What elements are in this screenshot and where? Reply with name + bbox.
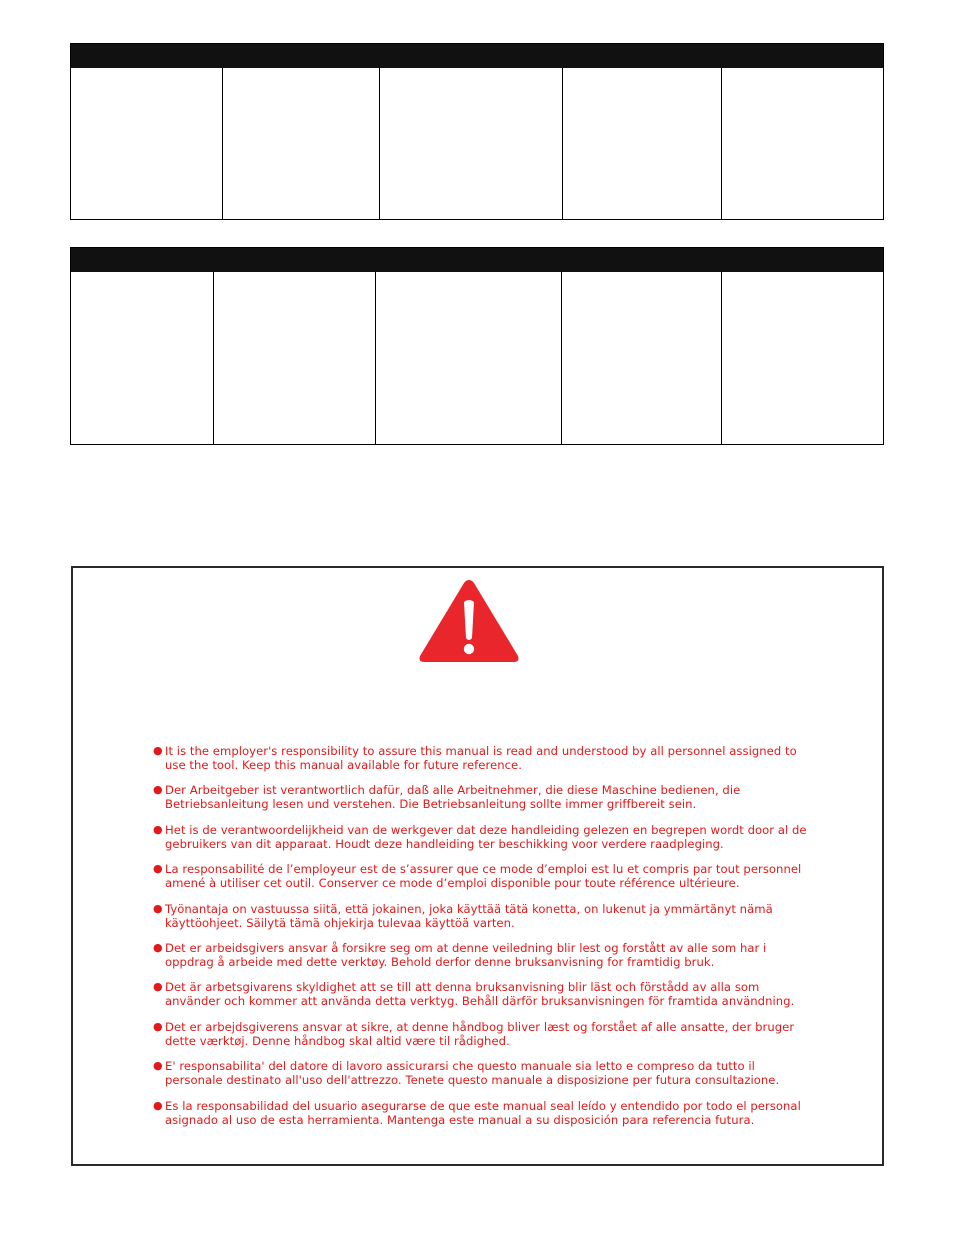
column-divider — [561, 272, 562, 444]
table-body — [71, 272, 883, 444]
warning-message-it: ● E' responsabilita' del datore di lavoro assicurarsi che questo manuale sia letto e compreso da tutto il personale destinato all'uso dell'attrezzo. Tenete questo manuale a disposizione per futura consultazione. — [153, 1059, 780, 1088]
warning-message-nl: ● Het is de verantwoordelijkheid van de werkgever dat deze handleiding gelezen en begrepen wordt door al de gebruikers van dit apparaat. Houdt deze handleiding ter beschikking voor verdere raadpleging. — [153, 822, 807, 851]
bullet-icon: ● — [153, 1098, 163, 1112]
warning-message-sv: ● Det är arbetsgivarens skyldighet att se till att denna bruksanvisning blir läst och förstådd av alla som använder och kommer att använda detta verktyg. Behåll därför bruksanvisningen för framtida användning. — [153, 980, 795, 1009]
bullet-icon: ● — [153, 940, 163, 954]
column-divider — [562, 68, 563, 219]
warning-message-es: ● Es la responsabilidad del usuario asegurarse de que este manual seal leído y entendido por todo el personal asignado al uso de esta herramienta. Mantenga este manual a su disposición para referencia futura. — [153, 1098, 801, 1127]
bullet-icon: ● — [153, 1059, 163, 1073]
column-divider — [375, 272, 376, 444]
column-divider — [721, 68, 722, 219]
column-divider — [379, 68, 380, 219]
warning-message-da: ● Det er arbejdsgiverens ansvar at sikre, at denne håndbog bliver læst og forstået af alle ansatte, der bruger dette værktøj. Denne håndbog skal altid være til rådighed. — [153, 1019, 795, 1048]
table-body — [71, 68, 883, 219]
warning-box — [71, 566, 884, 1166]
warning-message-en: ● It is the employer's responsibility to assure this manual is read and understood by all personnel assigned to use the tool. Keep this manual available for future reference. — [153, 744, 797, 772]
warning-message-fi: ● Työnantaja on vastuussa siitä, että jokainen, joka käyttää tätä konetta, on lukenut ja ymmärtänyt nämä käyttöohjeet. Säilytä tämä ohjekirja tulevaa käyttöä varten. — [153, 901, 773, 930]
bullet-icon: ● — [153, 901, 163, 915]
table-header-bar — [71, 248, 883, 272]
bullet-icon: ● — [153, 862, 163, 876]
column-divider — [213, 272, 214, 444]
warning-message-no: ● Det er arbeidsgivers ansvar å forsikre seg om at denne veiledning blir lest og forstått av alle som har i oppdrag å arbeide med dette verktøy. Behold derfor denne bruksanvisning for framtidig bruk. — [153, 940, 767, 969]
table-header-bar — [71, 44, 883, 68]
bullet-icon: ● — [153, 783, 163, 797]
warning-message-de: ● Der Arbeitgeber ist verantwortlich dafür, daß alle Arbeitnehmer, die diese Maschine bedienen, die Betriebsanleitung lesen und verstehen. Die Betriebsanleitung sollte immer griffbereit sein. — [153, 783, 741, 812]
warning-message-fr: ● La responsabilité de l’employeur est de s’assurer que ce mode d’emploi est lu et compris par tout personnel amené à utiliser cet outil. Conserver ce mode d’emploi disponible pour toute référence ultérieure. — [153, 862, 802, 891]
bullet-icon: ● — [153, 980, 163, 994]
warning-triangle-icon — [417, 576, 521, 666]
bullet-icon: ● — [153, 1019, 163, 1033]
bullet-icon: ● — [153, 744, 163, 757]
spec-table-1 — [70, 43, 884, 220]
column-divider — [721, 272, 722, 444]
column-divider — [222, 68, 223, 219]
spec-table-2 — [70, 247, 884, 445]
warning-message-list — [153, 744, 813, 1138]
bullet-icon: ● — [153, 822, 163, 836]
